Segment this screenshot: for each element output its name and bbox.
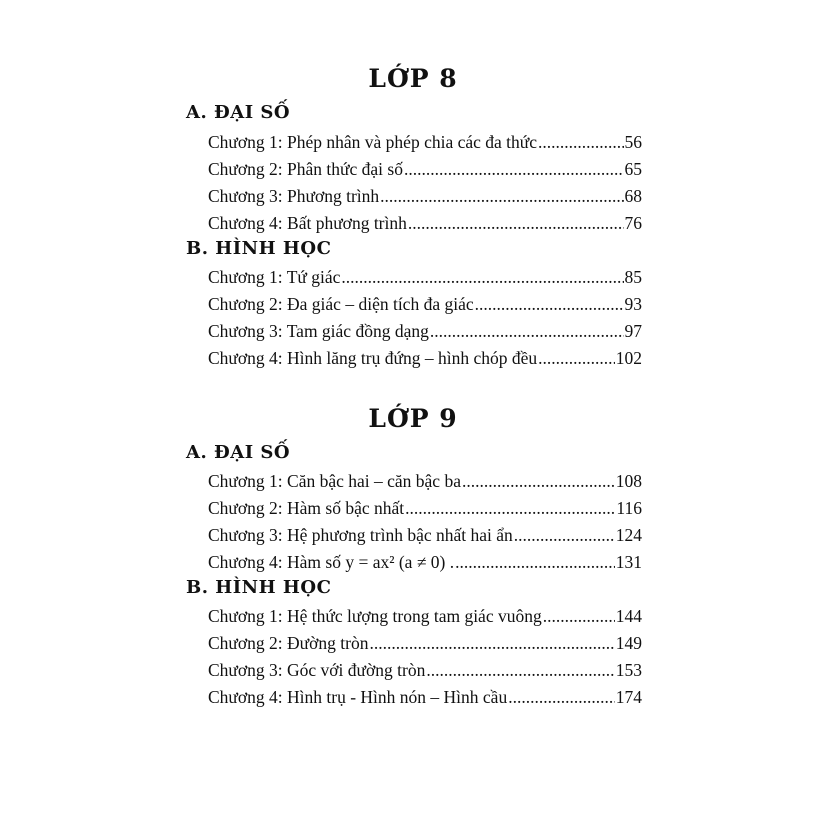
dot-leader — [508, 685, 615, 709]
toc-entry-page: 108 — [615, 471, 642, 491]
toc-entry[interactable] — [208, 319, 642, 343]
grade-8-geometry-heading: B. HÌNH HỌC — [186, 238, 332, 259]
toc-entry[interactable] — [208, 211, 642, 235]
dot-leader — [543, 604, 615, 628]
toc-entry-label: Chương 4: Bất phương trình — [208, 213, 407, 233]
toc-entry-page: 76 — [624, 213, 642, 233]
toc-entry[interactable] — [208, 469, 642, 493]
toc-entry-page: 153 — [615, 660, 642, 680]
toc-entry-page: 102 — [615, 348, 642, 368]
toc-entry[interactable] — [208, 292, 642, 316]
toc-entry-label: Chương 3: Hệ phương trình bậc nhất hai ẩn — [208, 525, 513, 545]
dot-leader — [405, 496, 615, 520]
dot-leader — [380, 184, 623, 208]
dot-leader — [408, 211, 624, 235]
dot-leader — [404, 157, 624, 181]
grade-9-title: LỚP 9 — [368, 404, 458, 433]
toc-entry-page: 65 — [624, 159, 642, 179]
toc-entry[interactable] — [208, 496, 642, 520]
toc-entry-label: Chương 4: Hình trụ - Hình nón – Hình cầu — [208, 687, 508, 707]
dot-leader — [475, 292, 624, 316]
dot-leader — [430, 319, 624, 343]
toc-entry[interactable] — [208, 685, 642, 709]
grade-9-geometry-heading: B. HÌNH HỌC — [186, 577, 332, 598]
grade-8-title: LỚP 8 — [368, 64, 458, 93]
toc-entry-label: Chương 2: Hàm số bậc nhất — [208, 498, 405, 518]
dot-leader — [341, 265, 623, 289]
toc-entry[interactable] — [208, 550, 642, 574]
toc-entry-label: Chương 1: Tứ giác — [208, 267, 341, 287]
dot-leader — [426, 658, 614, 682]
toc-entry-label: Chương 3: Phương trình — [208, 186, 380, 206]
toc-entry-label: Chương 3: Tam giác đồng dạng — [208, 321, 429, 341]
toc-entry[interactable] — [208, 130, 642, 154]
toc-entry[interactable] — [208, 184, 642, 208]
toc-entry-page: 124 — [615, 525, 642, 545]
toc-entry-page: 116 — [616, 498, 642, 518]
toc-entry-label: Chương 2: Đa giác – diện tích đa giác — [208, 294, 474, 314]
dot-leader — [514, 523, 615, 547]
dot-leader — [455, 550, 615, 574]
toc-entry-label: Chương 3: Góc với đường tròn — [208, 660, 426, 680]
toc-entry-page: 97 — [624, 321, 642, 341]
toc-entry-label: Chương 4: Hình lăng trụ đứng – hình chóp đều — [208, 348, 538, 368]
toc-entry-page: 144 — [615, 606, 642, 626]
grade-9-algebra-heading: A. ĐẠI SỐ — [186, 442, 291, 463]
toc-entry-label: Chương 4: Hàm số y = ax² (a ≠ 0) . — [208, 552, 455, 572]
dot-leader — [538, 130, 623, 154]
toc-entry[interactable] — [208, 631, 642, 655]
toc-entry[interactable] — [208, 346, 642, 370]
toc-entry-page: 85 — [624, 267, 642, 287]
dot-leader — [462, 469, 615, 493]
toc-entry[interactable] — [208, 604, 642, 628]
toc-entry[interactable] — [208, 265, 642, 289]
dot-leader — [538, 346, 615, 370]
toc-entry-page: 131 — [615, 552, 642, 572]
toc-entry-label: Chương 1: Phép nhân và phép chia các đa thức — [208, 132, 538, 152]
toc-entry-page: 149 — [615, 633, 642, 653]
toc-entry-page: 68 — [624, 186, 642, 206]
toc-entry[interactable] — [208, 157, 642, 181]
toc-entry-label: Chương 1: Hệ thức lượng trong tam giác vuông — [208, 606, 542, 626]
dot-leader — [369, 631, 614, 655]
toc-entry[interactable] — [208, 523, 642, 547]
grade-8-algebra-heading: A. ĐẠI SỐ — [186, 102, 291, 123]
toc-entry-page: 174 — [615, 687, 642, 707]
toc-entry-page: 93 — [624, 294, 642, 314]
toc-entry-label: Chương 2: Phân thức đại số — [208, 159, 403, 179]
toc-entry-page: 56 — [624, 132, 642, 152]
toc-entry[interactable] — [208, 658, 642, 682]
toc-entry-label: Chương 1: Căn bậc hai – căn bậc ba — [208, 471, 461, 491]
toc-entry-label: Chương 2: Đường tròn — [208, 633, 369, 653]
